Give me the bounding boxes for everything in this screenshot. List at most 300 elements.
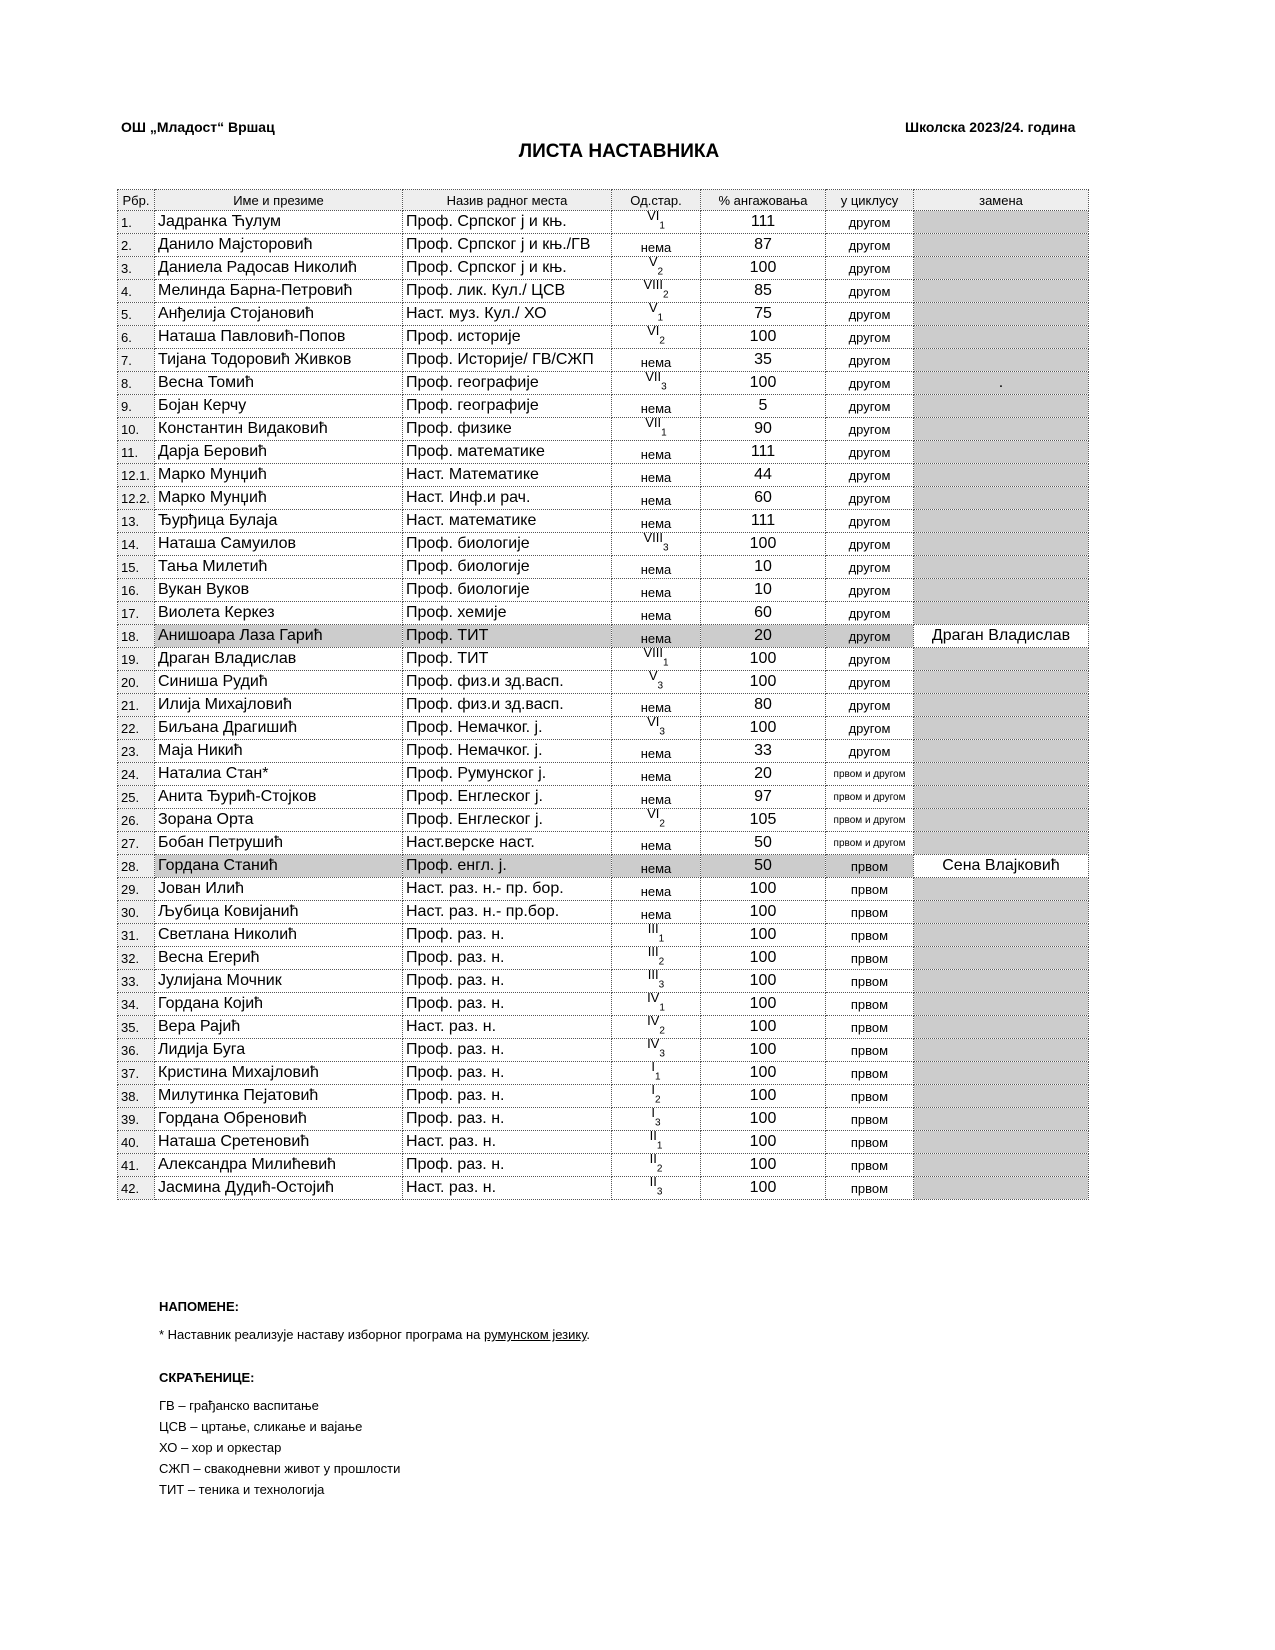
replacement [914,786,1089,809]
grade-class [612,418,701,441]
school-name: ОШ „Младост“ Вршац [121,119,275,135]
replacement [914,947,1089,970]
grade-section: 3 [657,680,664,692]
grade-class [612,924,701,947]
grade-label: VIII [643,647,663,660]
row-number: 11. [118,441,155,464]
cycle: другом [826,487,914,510]
engagement-percent: 50 [701,855,826,878]
cycle: другом [826,395,914,418]
job-title: Проф. Српског ј и књ./ГВ [403,234,612,257]
grade-class [612,257,701,280]
row-number: 39. [118,1108,155,1131]
engagement-percent: 80 [701,694,826,717]
job-title: Проф. раз. н. [403,924,612,947]
grade-class [612,533,701,556]
engagement-percent: 85 [701,280,826,303]
engagement-percent: 100 [701,1108,826,1131]
teacher-name: Дарја Беровић [155,441,403,464]
teacher-name: Вукан Вуков [155,579,403,602]
table-row [118,671,1089,694]
engagement-percent: 100 [701,1062,826,1085]
teacher-name: Биљана Драгишић [155,717,403,740]
table-row [118,878,1089,901]
engagement-percent: 100 [701,878,826,901]
grade-class [612,970,701,993]
teacher-name: Весна Томић [155,372,403,395]
row-number: 12.2. [118,487,155,510]
grade-section: 1 [662,657,669,669]
grade-label: VI [647,210,660,223]
table-row [118,487,1089,510]
job-title: Проф. раз. н. [403,1062,612,1085]
teacher-name: Анђелија Стојановић [155,303,403,326]
table-row [118,901,1089,924]
engagement-percent: 100 [701,1039,826,1062]
grade-class: нема [612,878,701,901]
grade-class [612,326,701,349]
engagement-percent: 100 [701,1085,826,1108]
engagement-percent: 111 [701,211,826,234]
row-number: 12.1. [118,464,155,487]
table-row [118,349,1089,372]
replacement [914,1039,1089,1062]
job-title: Проф. раз. н. [403,1108,612,1131]
grade-label: VI [647,808,660,821]
row-number: 15. [118,556,155,579]
engagement-percent: 87 [701,234,826,257]
cycle: другом [826,671,914,694]
replacement: . [914,372,1089,395]
cycle: првом [826,901,914,924]
replacement [914,579,1089,602]
abbreviations-heading: СКРАЋЕНИЦЕ: [159,1370,255,1385]
grade-class [612,1016,701,1039]
replacement [914,211,1089,234]
teacher-name: Љубица Ковијанић [155,901,403,924]
row-number: 13. [118,510,155,533]
notes-text-end: . [586,1327,591,1342]
cycle: првом [826,1154,914,1177]
grade-section: 2 [659,335,665,347]
grade-section: 1 [658,933,665,945]
row-number: 29. [118,878,155,901]
job-title: Проф. Историје/ ГВ/СЖП [403,349,612,372]
grade-section: 3 [662,542,669,554]
job-title: Проф. раз. н. [403,1154,612,1177]
replacement [914,1062,1089,1085]
replacement [914,1131,1089,1154]
table-row [118,855,1089,878]
col-header-cycle: у циклусу [826,190,914,211]
job-title: Проф. Румунског ј. [403,763,612,786]
grade-label: VIII [643,532,663,545]
job-title: Наст. раз. н. [403,1177,612,1200]
replacement [914,1108,1089,1131]
grade-section: 2 [657,266,664,278]
replacement [914,395,1089,418]
replacement [914,694,1089,717]
teacher-name: Данило Мајсторовић [155,234,403,257]
teacher-name: Наталиа Стан* [155,763,403,786]
replacement [914,602,1089,625]
cycle: првом и другом [826,832,914,855]
cycle: другом [826,372,914,395]
table-row [118,993,1089,1016]
col-header-post: Назив радног места [403,190,612,211]
grade-class: нема [612,786,701,809]
replacement [914,533,1089,556]
grade-label: IV [647,1015,660,1028]
row-number: 8. [118,372,155,395]
engagement-percent: 100 [701,1016,826,1039]
grade-label: II [649,1176,657,1189]
replacement [914,809,1089,832]
table-row [118,326,1089,349]
replacement [914,257,1089,280]
job-title: Проф. математике [403,441,612,464]
grade-class [612,671,701,694]
teacher-name: Јадранка Ћулум [155,211,403,234]
grade-section: 2 [656,1163,663,1175]
cycle: другом [826,740,914,763]
cycle: првом [826,1108,914,1131]
cycle: првом [826,947,914,970]
replacement [914,556,1089,579]
job-title: Проф. раз. н. [403,970,612,993]
table-row [118,1154,1089,1177]
notes-heading: НАПОМЕНЕ: [159,1299,239,1314]
cycle: другом [826,280,914,303]
teacher-name: Бобан Петрушић [155,832,403,855]
job-title: Проф. историје [403,326,612,349]
grade-class [612,947,701,970]
row-number: 1. [118,211,155,234]
row-number: 35. [118,1016,155,1039]
row-number: 17. [118,602,155,625]
cycle: другом [826,510,914,533]
row-number: 14. [118,533,155,556]
grade-label: III [647,946,659,959]
engagement-percent: 5 [701,395,826,418]
engagement-percent: 111 [701,510,826,533]
replacement [914,878,1089,901]
grade-class: нема [612,901,701,924]
teacher-name: Јасмина Дудић-Остојић [155,1177,403,1200]
page-title: ЛИСТА НАСТАВНИКА [518,141,720,162]
grade-section: 3 [658,979,665,991]
grade-section: 1 [659,220,665,232]
table-row [118,441,1089,464]
table-row [118,533,1089,556]
replacement [914,832,1089,855]
engagement-percent: 60 [701,487,826,510]
table-row [118,556,1089,579]
engagement-percent: 100 [701,947,826,970]
replacement [914,671,1089,694]
grade-class [612,372,701,395]
table-row [118,763,1089,786]
grade-label: VIII [643,279,663,292]
job-title: Проф. Енглеског ј. [403,786,612,809]
engagement-percent: 100 [701,533,826,556]
grade-class: нема [612,579,701,602]
replacement [914,1016,1089,1039]
engagement-percent: 44 [701,464,826,487]
row-number: 23. [118,740,155,763]
replacement [914,901,1089,924]
grade-section: 2 [658,956,665,968]
grade-label: I [651,1061,656,1074]
table-row [118,211,1089,234]
grade-class: нема [612,740,701,763]
grade-class: нема [612,855,701,878]
table-row [118,740,1089,763]
row-number: 30. [118,901,155,924]
col-header-name: Име и презиме [155,190,403,211]
engagement-percent: 50 [701,832,826,855]
job-title: Проф. раз. н. [403,1039,612,1062]
grade-class: нема [612,763,701,786]
replacement: Сена Влајковић [914,855,1089,878]
row-number: 26. [118,809,155,832]
teacher-name: Даниела Радосав Николић [155,257,403,280]
row-number: 31. [118,924,155,947]
table-header-row [118,190,1089,211]
table-row [118,303,1089,326]
grade-class: нема [612,234,701,257]
cycle: другом [826,464,914,487]
grade-section: 3 [661,381,667,393]
cycle: другом [826,418,914,441]
row-number: 10. [118,418,155,441]
engagement-percent: 75 [701,303,826,326]
job-title: Проф. физ.и зд.васп. [403,694,612,717]
grade-class [612,717,701,740]
engagement-percent: 10 [701,579,826,602]
grade-class: нема [612,487,701,510]
teacher-name: Наташа Павловић-Попов [155,326,403,349]
cycle: првом [826,1131,914,1154]
cycle: првом [826,1039,914,1062]
job-title: Проф. Енглеског ј. [403,809,612,832]
grade-class [612,303,701,326]
job-title: Проф. биологије [403,533,612,556]
job-title: Наст. математике [403,510,612,533]
cycle: првом [826,1085,914,1108]
job-title: Проф. Немачког. ј. [403,740,612,763]
grade-class [612,1108,701,1131]
grade-label: V [648,670,658,683]
cycle: првом и другом [826,763,914,786]
col-header-grade: Од.стар. [612,190,701,211]
cycle: првом и другом [826,809,914,832]
engagement-percent: 35 [701,349,826,372]
cycle: првом и другом [826,786,914,809]
engagement-percent: 33 [701,740,826,763]
engagement-percent: 111 [701,441,826,464]
grade-class [612,1154,701,1177]
cycle: другом [826,326,914,349]
table-row [118,1177,1089,1200]
table-row [118,1131,1089,1154]
teacher-name: Анита Ђурић-Стојков [155,786,403,809]
grade-label: VII [645,417,662,430]
table-row [118,970,1089,993]
teacher-name: Кристина Михајловић [155,1062,403,1085]
grade-label: IV [647,1038,660,1051]
grade-class [612,1062,701,1085]
table-row [118,786,1089,809]
job-title: Проф. географије [403,395,612,418]
row-number: 20. [118,671,155,694]
grade-label: II [649,1153,657,1166]
teacher-name: Виолета Керкез [155,602,403,625]
teacher-name: Маја Никић [155,740,403,763]
table-row [118,280,1089,303]
table-row [118,694,1089,717]
teacher-name: Јован Илић [155,878,403,901]
table-row [118,947,1089,970]
grade-section: 1 [655,1071,661,1083]
job-title: Наст. Инф.и рач. [403,487,612,510]
teacher-name: Милутинка Пејатовић [155,1085,403,1108]
grade-section: 2 [659,818,665,830]
row-number: 33. [118,970,155,993]
cycle: другом [826,717,914,740]
teacher-name: Гордана Којић [155,993,403,1016]
cycle: првом [826,1062,914,1085]
grade-class: нема [612,395,701,418]
teacher-name: Гордана Обреновић [155,1108,403,1131]
row-number: 21. [118,694,155,717]
abbreviations-section [159,1370,400,1500]
engagement-percent: 100 [701,1131,826,1154]
abbreviation-item: ХО – хор и оркестар [159,1440,282,1455]
row-number: 36. [118,1039,155,1062]
grade-class: нема [612,832,701,855]
table-row [118,372,1089,395]
grade-section: 1 [657,312,664,324]
job-title: Проф. ТИТ [403,648,612,671]
replacement [914,970,1089,993]
row-number: 28. [118,855,155,878]
cycle: другом [826,257,914,280]
engagement-percent: 20 [701,625,826,648]
row-number: 7. [118,349,155,372]
grade-label: III [647,969,659,982]
grade-label: II [649,1130,657,1143]
table-row [118,234,1089,257]
grade-section: 3 [655,1117,661,1129]
cycle: другом [826,349,914,372]
table-row [118,1016,1089,1039]
row-number: 16. [118,579,155,602]
engagement-percent: 20 [701,763,826,786]
cycle: другом [826,625,914,648]
engagement-percent: 100 [701,993,826,1016]
teacher-name: Мелинда Барна-Петровић [155,280,403,303]
table-row [118,1039,1089,1062]
notes-section [159,1299,590,1345]
grade-label: V [648,302,658,315]
engagement-percent: 100 [701,648,826,671]
teacher-name: Александра Милићевић [155,1154,403,1177]
cycle: другом [826,441,914,464]
grade-class [612,1039,701,1062]
table-row [118,1108,1089,1131]
table-row [118,579,1089,602]
replacement [914,763,1089,786]
table-row [118,832,1089,855]
grade-label: III [647,923,659,936]
engagement-percent: 100 [701,372,826,395]
cycle: првом [826,924,914,947]
replacement [914,464,1089,487]
replacement [914,1177,1089,1200]
job-title: Проф. лик. Кул./ ЦСВ [403,280,612,303]
job-title: Проф. биологије [403,556,612,579]
teacher-name: Јулијана Мочник [155,970,403,993]
grade-class [612,1085,701,1108]
abbreviation-item: СЖП – свакодневни живот у прошлости [159,1461,401,1476]
table-row [118,809,1089,832]
grade-section: 2 [662,289,669,301]
teacher-name: Зорана Орта [155,809,403,832]
grade-class [612,1131,701,1154]
teacher-table [117,189,1089,1200]
cycle: другом [826,694,914,717]
engagement-percent: 90 [701,418,826,441]
school-year: Школска 2023/24. година [905,119,1076,135]
job-title: Проф. раз. н. [403,993,612,1016]
replacement [914,487,1089,510]
row-number: 32. [118,947,155,970]
abbreviation-item: ГВ – грађанско васпитање [159,1398,319,1413]
teacher-name: Гордана Станић [155,855,403,878]
grade-label: VI [647,325,660,338]
cycle: другом [826,234,914,257]
table-row [118,418,1089,441]
engagement-percent: 100 [701,671,826,694]
grade-class: нема [612,441,701,464]
row-number: 27. [118,832,155,855]
row-number: 42. [118,1177,155,1200]
cycle: првом [826,1177,914,1200]
col-header-rb: Рбр. [118,190,155,211]
cycle: другом [826,602,914,625]
grade-label: VII [645,371,662,384]
job-title: Проф. Српског ј и књ. [403,211,612,234]
grade-label: I [651,1107,656,1120]
teacher-name: Светлана Николић [155,924,403,947]
grade-class: нема [612,694,701,717]
job-title: Проф. Немачког. ј. [403,717,612,740]
table-row [118,510,1089,533]
teacher-name: Лидија Буга [155,1039,403,1062]
replacement [914,993,1089,1016]
job-title: Проф. географије [403,372,612,395]
replacement [914,648,1089,671]
grade-class: нема [612,602,701,625]
grade-section: 1 [656,1140,663,1152]
teacher-name: Ђурђица Булаја [155,510,403,533]
row-number: 38. [118,1085,155,1108]
grade-class: нема [612,556,701,579]
engagement-percent: 100 [701,257,826,280]
engagement-percent: 100 [701,326,826,349]
grade-class [612,211,701,234]
